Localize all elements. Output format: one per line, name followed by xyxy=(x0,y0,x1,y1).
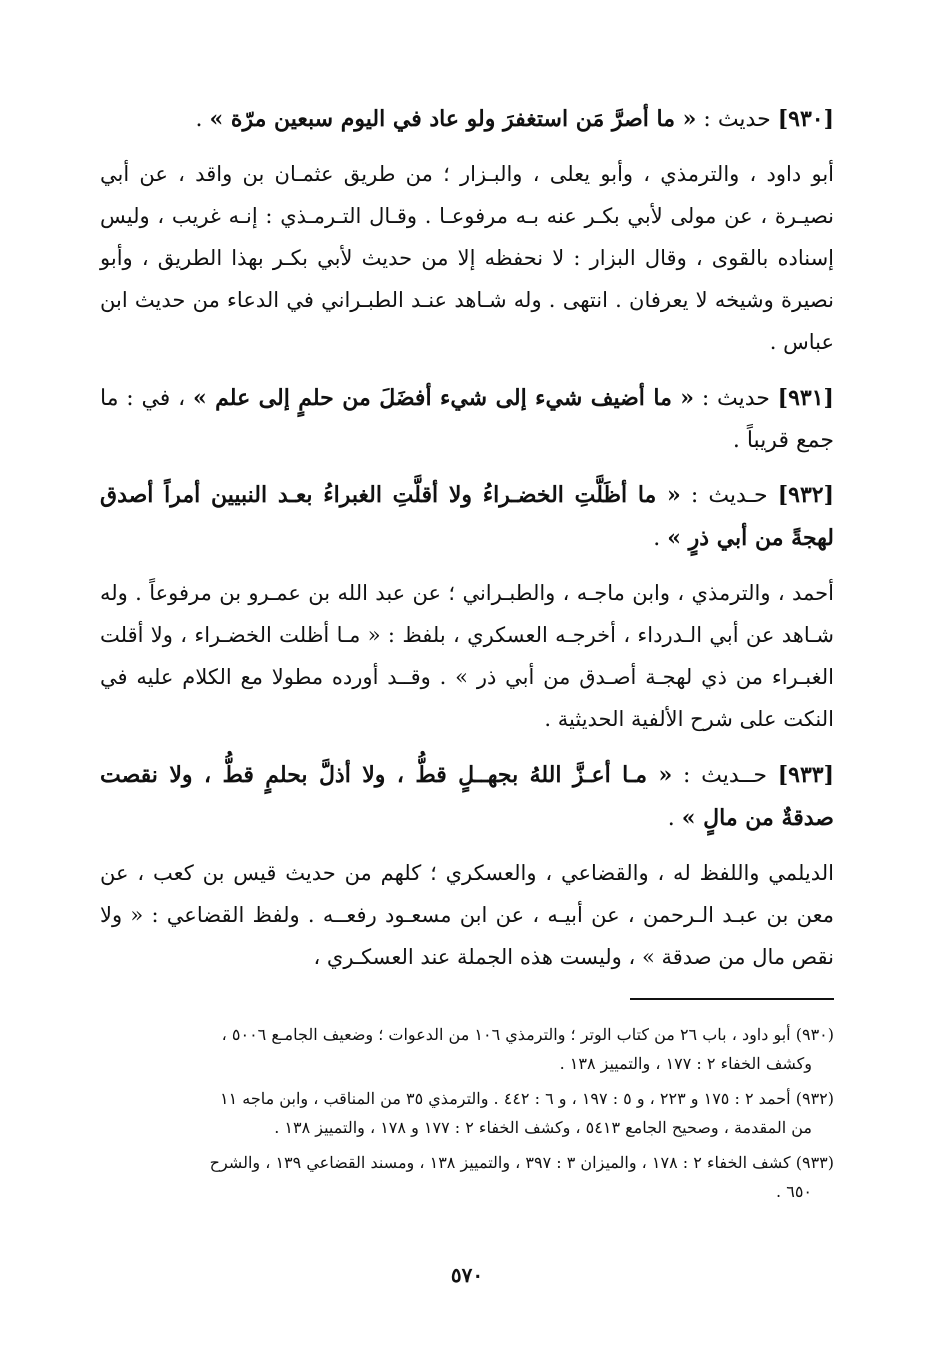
entry-tail: . xyxy=(195,107,203,132)
commentary-930: أبو داود ، والترمذي ، وأبو يعلى ، والبـزار ؛ من طريق عثمـان بن واقد ، عن أبي نصيـرة ، عن مولى لأبي بكـر عنه بـه مرفوعـا . وقـال التـرمـذي : إنـه غريب ، وليس إسناده بالقوى ، وقال البزار : لا نحفظه إلا من حديث لأبي بكـر بهذا الطريق ، وأبو نصيرة وشيخه لا يعرفان . انتهى . وله شـاهد عنـد الطبـراني في الدعاء من حديث ابن عباس . xyxy=(100,162,834,354)
footnote-continuation: ٦٥٠ . xyxy=(776,1182,812,1201)
hadith-entry-932 xyxy=(100,474,834,560)
entry-tail: . xyxy=(667,806,675,831)
commentary-933: الديلمي واللفظ له ، والقضاعي ، والعسكري ؛ كلهم من حديث قيس بن كعب ، عن معن بن عبـد الـرحمن ، عن أبيـه ، عن ابن مسعـود رفعــه . ولفظ القضاعي : « ولا نقص مال من صدقة » ، وليست هذه الجملة عند العسكـري ، xyxy=(100,861,834,969)
hadith-text: « ما أصرَّ مَن استغفرَ ولو عاد في اليوم سبعين مرّة » xyxy=(209,106,697,132)
footnote-number: (٩٣٠) xyxy=(795,1025,834,1044)
entry-number: [٩٣٣] xyxy=(777,762,835,788)
entry-lead: حـديث : xyxy=(680,483,768,508)
entry-lead: حديث : xyxy=(694,386,770,411)
entry-number: [٩٣٢] xyxy=(777,482,835,508)
hadith-text: « ما أضيف شيء إلى شيء أفضَلَ من حلمٍ إلى علم » xyxy=(192,385,695,411)
footnote-continuation: من المقدمة ، وصحيح الجامع ٥٤١٣ ، وكشف الخفاء ٢ : ١٧٧ و ١٧٨ ، والتمييز ١٣٨ . xyxy=(274,1118,812,1137)
hadith-entry-933 xyxy=(100,754,834,840)
entry-tail: ، في : ما جمع قريباً . xyxy=(100,386,834,453)
footnote-number: (٩٣٢) xyxy=(795,1089,834,1108)
entry-number: [٩٣١] xyxy=(777,385,834,411)
entry-lead: حديث : xyxy=(696,107,771,132)
entry-lead: حــديث : xyxy=(672,763,767,788)
footnote-933 xyxy=(100,1148,834,1206)
page-body xyxy=(100,98,834,1212)
footnote-932 xyxy=(100,1084,834,1142)
entry-tail: . xyxy=(653,526,661,551)
commentary-932: أحمد ، والترمذي ، وابن ماجـه ، والطبـراني ؛ عن عبد الله بن عمـرو بن مرفوعاً . وله شـاهد عن أبي الـدرداء ، أخرجـه العسكري ، بلفظ : « مـا أظلت الخضـراء ، ولا أقلت الغبـراء من ذي لهجـة أصـدق من أبي ذر » . وقــد أورده مطولا مع الكلام عليه في النكت على شرح الألفية الحديثية . xyxy=(100,581,834,731)
footnote-text: أبو داود ، باب ٢٦ من كتاب الوتر ؛ والترمذي ١٠٦ من الدعوات ؛ وضعيف الجامـع ٥٠٠٦ ، xyxy=(221,1025,791,1044)
hadith-text: « مـا أعـزَّ اللهُ بجهــلٍ قطُّ ، ولا أذلَّ بحلمٍ قطُّ ، ولا نقصت صدقةٌ من مالٍ » xyxy=(100,762,834,831)
footnote-text: كشف الخفاء ٢ : ١٧٨ ، والميزان ٣ : ٣٩٧ ، والتمييز ١٣٨ ، ومسند القضاعي ١٣٩ ، والشرح xyxy=(209,1153,791,1172)
entry-number: [٩٣٠] xyxy=(777,106,834,132)
hadith-text: « ما أظَلَّتِ الخضـراءُ ولا أقلَّتِ الغبراءُ بعـد النبيين أمراً أصدق لهجةً من أبي ذرٍ » xyxy=(100,482,834,551)
footnote-930 xyxy=(100,1020,834,1078)
footnotes xyxy=(100,1020,834,1206)
hadith-entry-931 xyxy=(100,377,834,462)
footnote-divider xyxy=(630,998,834,1000)
footnote-text: أحمد ٢ : ١٧٥ و ٢٢٣ ، و ٥ : ١٩٧ ، و ٦ : ٤٤٢ . والترمذي ٣٥ من المناقب ، وابن ماجه ١١ xyxy=(220,1089,791,1108)
footnote-continuation: وكشف الخفاء ٢ : ١٧٧ ، والتمييز ١٣٨ . xyxy=(559,1054,812,1073)
footnote-number: (٩٣٣) xyxy=(795,1153,834,1172)
page-number: ٥٧٠ xyxy=(450,1263,484,1287)
hadith-entry-930 xyxy=(100,98,834,141)
